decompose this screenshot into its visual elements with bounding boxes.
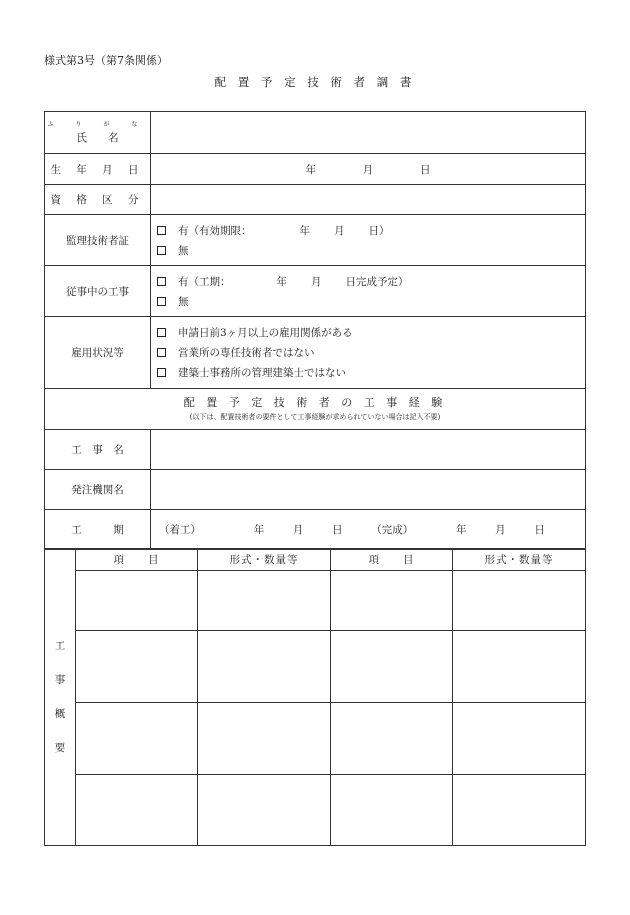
summary-cell[interactable] xyxy=(76,775,198,846)
technician-form-table xyxy=(44,111,586,550)
summary-cell[interactable] xyxy=(453,775,586,846)
summary-cell[interactable] xyxy=(453,571,586,631)
work-name-label: 工 事 名 xyxy=(45,430,151,470)
summary-cell[interactable] xyxy=(453,631,586,703)
certificate-no-checkbox[interactable] xyxy=(157,246,166,255)
summary-header-item-2: 項 目 xyxy=(331,549,453,571)
furigana-label: ふ り が な xyxy=(47,120,148,128)
period-row xyxy=(45,510,586,550)
certificate-year-label: 年 xyxy=(299,224,310,237)
employment-option-1-label: 申請日前3ヶ月以上の雇用関係がある xyxy=(178,327,353,339)
certificate-day-label: 日） xyxy=(368,224,390,237)
summary-cell[interactable] xyxy=(198,631,331,703)
certificate-yes-checkbox[interactable] xyxy=(157,226,166,235)
employment-row xyxy=(45,317,586,389)
summary-cell[interactable] xyxy=(331,631,453,703)
birth-field[interactable] xyxy=(151,154,586,185)
summary-header-row xyxy=(45,549,586,571)
employment-option-3-label: 建築士事務所の管理建築士ではない xyxy=(178,367,346,379)
document-title: 配 置 予 定 技 術 者 調 書 xyxy=(214,75,416,89)
experience-title: 配 置 予 定 技 術 者 の 工 事 経 験 xyxy=(183,396,447,409)
birth-label: 生 年 月 日 xyxy=(45,154,151,185)
period-start-month: 月 xyxy=(292,524,304,536)
work-summary-table xyxy=(44,548,586,846)
summary-header-spec-1: 形式・数量等 xyxy=(198,549,331,571)
summary-cell[interactable] xyxy=(76,703,198,775)
employment-option-3-checkbox[interactable] xyxy=(157,368,166,377)
period-field[interactable] xyxy=(151,510,586,550)
summary-cell[interactable] xyxy=(331,571,453,631)
summary-cell[interactable] xyxy=(331,775,453,846)
employment-option-2-checkbox[interactable] xyxy=(157,348,166,357)
summary-cell[interactable] xyxy=(76,571,198,631)
certificate-month-label: 月 xyxy=(334,224,345,237)
birth-month-label: 月 xyxy=(362,163,374,176)
form-number: 様式第3号（第7条関係） xyxy=(44,54,168,67)
period-start-label: （着工） xyxy=(159,524,201,536)
employment-option-1-checkbox[interactable] xyxy=(157,328,166,337)
period-start-day: 日 xyxy=(332,524,343,536)
qualification-field[interactable] xyxy=(151,185,586,215)
summary-cell[interactable] xyxy=(198,571,331,631)
current-work-month-label: 月 xyxy=(311,275,322,288)
employment-option-2-label: 営業所の専任技術者ではない xyxy=(178,347,315,359)
work-name-row xyxy=(45,430,586,470)
employment-field xyxy=(151,317,586,389)
summary-header-spec-2: 形式・数量等 xyxy=(453,549,586,571)
summary-row xyxy=(45,775,586,846)
summary-cell[interactable] xyxy=(198,703,331,775)
summary-cell[interactable] xyxy=(198,775,331,846)
summary-row xyxy=(45,703,586,775)
current-work-field xyxy=(151,266,586,317)
period-end-day: 日 xyxy=(534,524,545,536)
qualification-label: 資 格 区 分 xyxy=(45,185,151,215)
birth-row xyxy=(45,154,586,185)
client-field[interactable] xyxy=(151,470,586,510)
experience-section-header xyxy=(45,389,586,430)
certificate-field xyxy=(151,215,586,266)
name-label-cell xyxy=(45,112,151,154)
period-end-label: （完成） xyxy=(371,524,414,536)
summary-row xyxy=(45,631,586,703)
current-work-yes-checkbox[interactable] xyxy=(157,277,166,286)
current-work-year-label: 年 xyxy=(276,275,287,288)
period-end-year: 年 xyxy=(455,524,467,536)
experience-note: (以下は、配置技術者の要件として工事経験が求められていない場合は記入不要) xyxy=(189,413,441,421)
current-work-day-label: 日完成予定） xyxy=(345,275,409,288)
employment-label: 雇用状況等 xyxy=(45,317,151,389)
summary-cell[interactable] xyxy=(331,703,453,775)
certificate-row xyxy=(45,215,586,266)
certificate-yes-label: 有（有効期限： xyxy=(178,224,252,237)
period-start-year: 年 xyxy=(253,524,265,536)
summary-cell[interactable] xyxy=(76,631,198,703)
work-summary-side-label: 工 事 概 要 xyxy=(45,549,76,846)
name-row xyxy=(45,112,586,154)
certificate-no-label: 無 xyxy=(178,244,189,257)
birth-day-label: 日 xyxy=(419,163,431,176)
period-label: 工 期 xyxy=(45,510,151,550)
current-work-no-label: 無 xyxy=(178,295,189,308)
summary-row xyxy=(45,571,586,631)
certificate-label: 監理技術者証 xyxy=(45,215,151,266)
current-work-label: 従事中の工事 xyxy=(45,266,151,317)
current-work-yes-label: 有（工期： xyxy=(178,275,231,288)
work-name-field[interactable] xyxy=(151,430,586,470)
period-end-month: 月 xyxy=(495,524,506,536)
summary-header-item-1: 項 目 xyxy=(76,549,198,571)
client-label: 発注機関名 xyxy=(45,470,151,510)
current-work-row xyxy=(45,266,586,317)
current-work-no-checkbox[interactable] xyxy=(157,297,166,306)
birth-year-label: 年 xyxy=(305,163,317,176)
qualification-row xyxy=(45,185,586,215)
client-row xyxy=(45,470,586,510)
summary-cell[interactable] xyxy=(453,703,586,775)
name-label: 氏 名 xyxy=(76,131,119,144)
name-field[interactable] xyxy=(151,112,586,154)
